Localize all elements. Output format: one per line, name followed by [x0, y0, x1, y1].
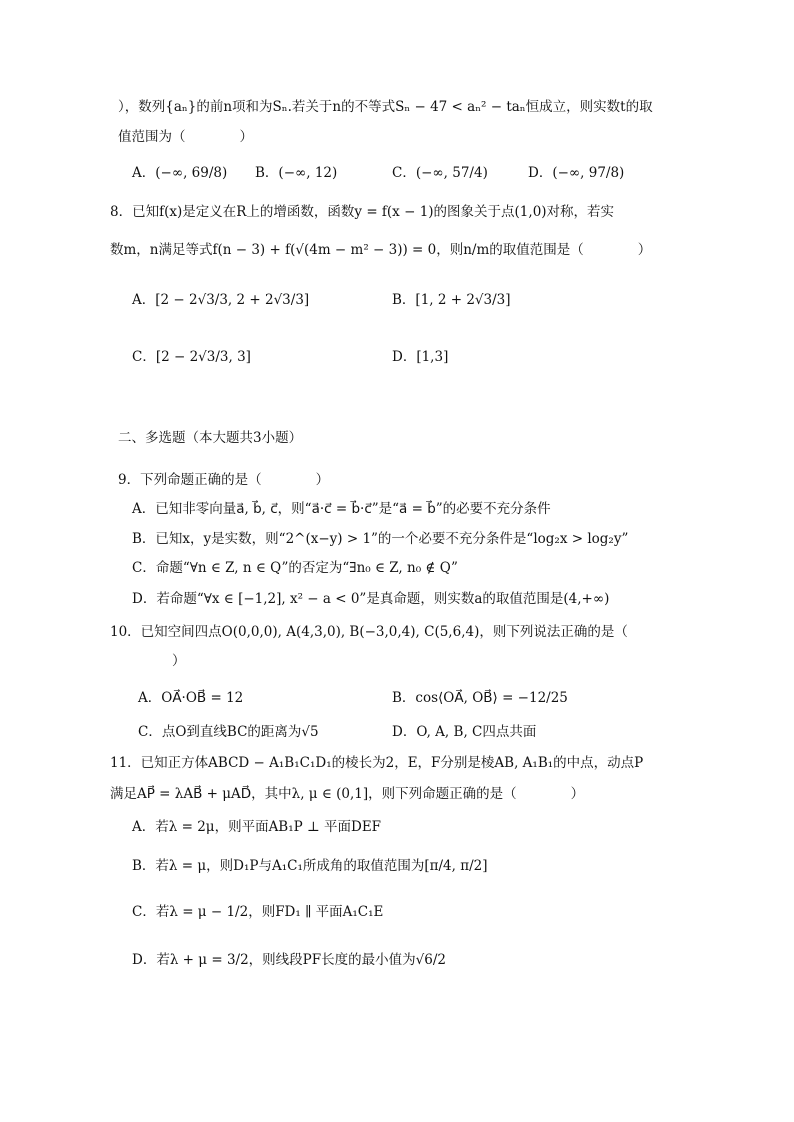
q9-option-b [132, 529, 628, 549]
option-label: C． [132, 560, 156, 576]
q11-option-b [132, 856, 488, 876]
q11-option-d [132, 950, 446, 970]
q7-line1: ），数列{aₙ}的前n项和为Sₙ.若关于n的不等式Sₙ − 47 < aₙ² − taₙ恒成立，则实数t的取 [118, 99, 653, 115]
option-text: 命题“∀n ∈ Z, n ∈ Q”的否定为“∃n₀ ∈ Z, n₀ ∉ Q” [155, 560, 458, 576]
option-label: C． [132, 349, 156, 365]
option-label: C． [138, 724, 162, 740]
q9-option-a [132, 499, 551, 519]
option-label: D． [132, 591, 157, 607]
option-label: D． [392, 349, 417, 365]
q8-option-a [132, 290, 309, 310]
q8-line2: 数m，n满足等式f(n − 3) + f(√(4m − m² − 3)) = 0，则n/m的取值范围是（ ） [110, 242, 652, 258]
q11-option-a [132, 817, 381, 837]
option-text: 已知非零向量a⃗, b⃗, c⃗，则“a⃗·c⃗ = b⃗·c⃗”是“a⃗ = b⃗”的必要不充分条件 [155, 501, 551, 517]
option-label: B． [392, 292, 416, 308]
q10-option-d [392, 722, 536, 742]
q9-stem: 9．下列命题正确的是（ ） [118, 472, 330, 488]
option-text: (−∞, 12) [278, 165, 338, 181]
q11-line1: 11．已知正方体ABCD − A₁B₁C₁D₁的棱长为2，E，F分别是棱AB, A₁B₁的中点，动点P [110, 755, 644, 771]
option-text: 若λ = 2μ，则平面AB₁P ⊥ 平面DEF [155, 819, 382, 835]
option-label: B． [392, 690, 416, 706]
option-text: 若λ = μ − 1/2，则FD₁ ∥ 平面A₁C₁E [155, 904, 384, 920]
q10-option-c [138, 722, 319, 742]
option-label: D． [528, 165, 553, 181]
option-text: 若λ + μ = 3/2，则线段PF长度的最小值为√6/2 [156, 952, 446, 968]
q7-option-c [392, 163, 488, 183]
q10-line2: ） [118, 653, 186, 669]
option-text: O, A, B, C四点共面 [416, 724, 537, 740]
option-text: (−∞, 57/4) [415, 165, 488, 181]
option-text: 若λ = μ，则D₁P与A₁C₁所成角的取值范围为[π/4, π/2] [155, 858, 488, 874]
q9-option-c [132, 558, 458, 578]
q11-option-c [132, 902, 383, 922]
option-text: 若命题“∀x ∈ [−1,2], x² − a < 0”是真命题，则实数a的取值范围是(4,+∞) [156, 591, 610, 607]
option-text: (−∞, 69/8) [155, 165, 228, 181]
q7-option-b [255, 163, 337, 183]
option-text: (−∞, 97/8) [552, 165, 625, 181]
option-text: 已知x，y是实数，则“2^(x−y) > 1”的一个必要不充分条件是“log₂x > log₂y” [155, 531, 629, 547]
q9-option-d [132, 589, 609, 609]
option-label: D． [132, 952, 157, 968]
option-label: A． [138, 690, 162, 706]
option-label: D． [392, 724, 417, 740]
option-label: A． [132, 819, 156, 835]
q8-option-c [132, 347, 251, 367]
option-label: A． [132, 165, 156, 181]
q8-option-b [392, 290, 511, 310]
section-title: 二、多选题（本大题共3小题） [118, 430, 303, 446]
option-text: [2 − 2√3/3, 2 + 2√3/3] [155, 292, 310, 308]
option-label: A． [132, 292, 156, 308]
q7-option-a [132, 163, 227, 183]
q7-line2: 值范围为（ ） [118, 129, 253, 145]
option-text: 点O到直线BC的距离为√5 [161, 724, 319, 740]
q10-option-b [392, 688, 568, 708]
q8-option-d [392, 347, 448, 367]
option-label: B． [132, 858, 156, 874]
option-label: A． [132, 501, 156, 517]
option-text: [1,3] [416, 349, 449, 365]
q7-option-d [528, 163, 624, 183]
option-label: B． [132, 531, 156, 547]
q11-line2: 满足AP⃗ = λAB⃗ + μAD⃗，其中λ, μ ∈ (0,1]，则下列命题正确的是（ ） [110, 786, 585, 802]
q8-line1: 8．已知f(x)是定义在R上的增函数，函数y = f(x − 1)的图象关于点(1,0)对称，若实 [110, 204, 615, 220]
option-text: OA⃗·OB⃗ = 12 [161, 690, 244, 706]
option-label: C． [392, 165, 416, 181]
option-text: [2 − 2√3/3, 3] [155, 349, 251, 365]
q10-option-a [138, 688, 243, 708]
option-label: C． [132, 904, 156, 920]
option-text: [1, 2 + 2√3/3] [415, 292, 511, 308]
option-text: cos⟨OA⃗, OB⃗⟩ = −12/25 [415, 690, 568, 706]
option-label: B． [255, 165, 279, 181]
q10-line1: 10．已知空间四点O(0,0,0), A(4,3,0), B(−3,0,4), C(5,6,4)，则下列说法正确的是（ [110, 624, 628, 640]
